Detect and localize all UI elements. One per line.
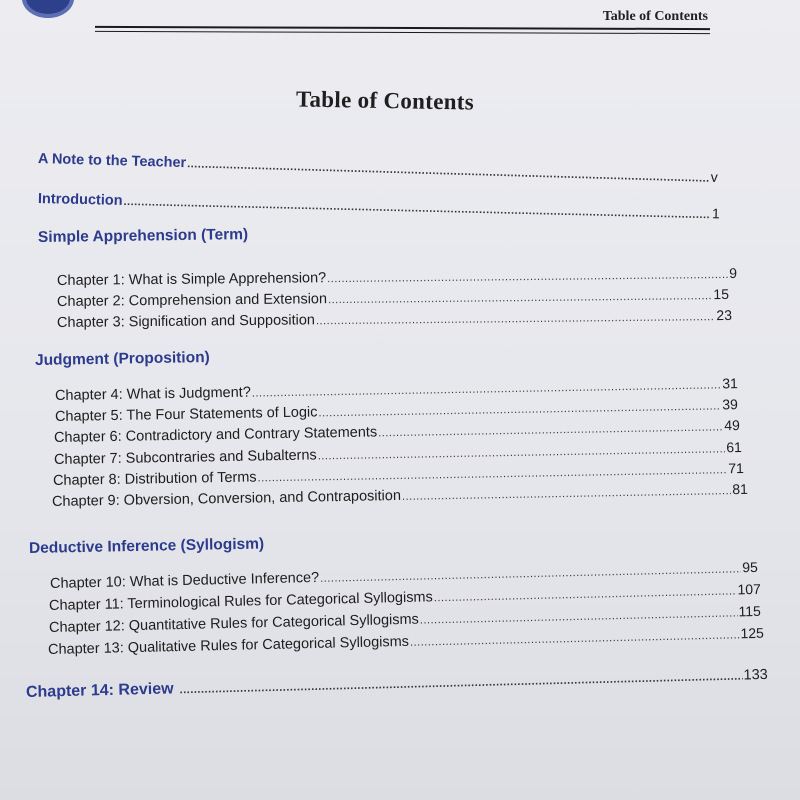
dot-leader [434, 585, 737, 604]
toc-entry-chapter-1 [57, 265, 737, 289]
toc-entry-page: 49 [724, 417, 741, 434]
toc-entry-page: 125 [740, 624, 764, 642]
section-heading-simple-apprehension: Simple Apprehension (Term) [37, 226, 249, 246]
dot-leader [378, 421, 723, 439]
dot-leader [179, 670, 742, 696]
toc-entry-page: 107 [737, 580, 761, 598]
toc-entry-introduction [38, 190, 720, 222]
toc-entry-page: 133 [743, 666, 768, 684]
toc-entry-page: 95 [742, 558, 758, 576]
dot-leader [410, 629, 740, 648]
dot-leader [316, 311, 716, 327]
dot-leader [320, 563, 741, 585]
toc-entry-label: Chapter 13: Qualitative Rules for Categorical Syllogisms [47, 633, 410, 658]
dot-leader [328, 290, 712, 306]
toc-entry-label: Chapter 1: What is Simple Apprehension? [56, 270, 327, 289]
page-title: Table of Contents [295, 86, 475, 115]
dot-leader [420, 607, 738, 626]
toc-entry-page: 61 [726, 438, 743, 456]
running-header: Table of Contents [602, 9, 708, 24]
toc-entry-label: Chapter 14: Review [25, 680, 174, 701]
toc-entry-label: Chapter 4: What is Judgment? [54, 384, 251, 404]
toc-entry-label: Chapter 6: Contradictory and Contrary Statements [53, 424, 378, 446]
section-heading-deductive-inference: Deductive Inference (Syllogism) [28, 535, 265, 557]
toc-entry-label: Chapter 9: Obversion, Conversion, and Contraposition [51, 487, 402, 510]
toc-entry-label: Introduction [37, 191, 123, 209]
toc-entry-page: 15 [713, 285, 730, 303]
toc-entry-page: v [710, 168, 718, 185]
toc-entry-page: 81 [732, 480, 749, 498]
toc-entry-label: Chapter 3: Signification and Supposition [56, 312, 316, 331]
dot-leader [258, 464, 728, 484]
toc-entry-label: Chapter 10: What is Deductive Inference? [49, 569, 320, 592]
toc-entry-page: 23 [716, 306, 733, 324]
toc-entry-page: 31 [722, 375, 739, 392]
toc-entry-page: 39 [722, 396, 739, 413]
dot-leader [318, 400, 721, 419]
dot-leader [187, 158, 710, 185]
toc-entry-label: Chapter 11: Terminological Rules for Categorical Syllogisms [48, 589, 433, 614]
toc-entry-page: 71 [728, 459, 745, 477]
dot-leader [123, 196, 711, 221]
dot-leader [318, 443, 726, 462]
toc-entry-chapter-3 [57, 307, 732, 331]
toc-entry-page: 9 [729, 264, 738, 281]
toc-entry-note-to-teacher [38, 150, 718, 186]
toc-entry-label: Chapter 5: The Four Statements of Logic [54, 404, 318, 425]
dot-leader [252, 379, 722, 399]
toc-entry-page: 115 [738, 602, 761, 620]
toc-entry-chapter-2 [57, 286, 729, 310]
dot-leader [327, 269, 728, 285]
toc-entry-label: Chapter 8: Distribution of Terms [52, 469, 257, 489]
toc-entry-chapter-14 [26, 666, 768, 702]
dot-leader [402, 485, 732, 503]
toc-entry-label: Chapter 7: Subcontraries and Subalterns [53, 447, 317, 468]
toc-entry-label: Chapter 2: Comprehension and Extension [56, 291, 328, 310]
toc-entry-label: Chapter 12: Quantitative Rules for Categorical Syllogisms [48, 611, 420, 636]
toc-entry-label: A Note to the Teacher [37, 151, 187, 172]
toc-entry-page: 1 [711, 205, 721, 222]
section-heading-judgment: Judgment (Proposition) [34, 348, 210, 369]
